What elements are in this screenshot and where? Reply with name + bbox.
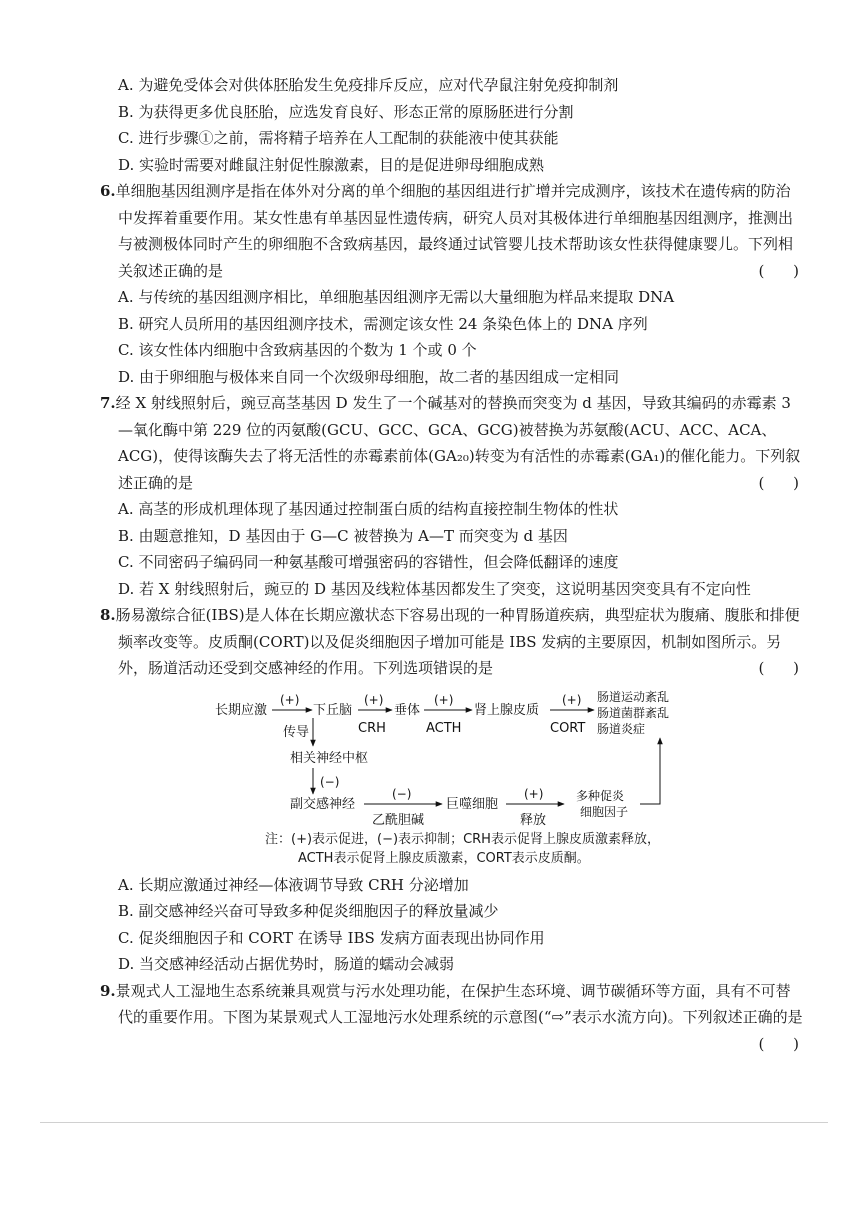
label-cort: CORT: [550, 720, 586, 736]
q6-option-d: D. 由于卵细胞与极体来自同一个次级卵母细胞，故二者的基因组成一定相同: [118, 367, 620, 386]
q8-stem-text: 肠易激综合征(IBS)是人体在长期应激状态下容易出现的一种胃肠道疾病，典型症状为腹痛、腹胀和排便频率改变等。皮质酮(CORT)以及促炎细胞因子增加可能是 IBS 发病的主要原因，机制如图所示。另外，肠道活动还受到交感神经的作用。下列选项错误的是: [115, 606, 800, 677]
label-minus-2: (−): [392, 786, 412, 801]
q9-stem-text: 景观式人工湿地生态系统兼具观赏与污水处理功能，在保护生态环境、调节碳循环等方面，具有不可替代的重要作用。下图为某景观式人工湿地污水处理系统的示意图(“⇨”表示水流方向)。下列叙述正确的是: [115, 981, 803, 1026]
node-macrophage: 巨噬细胞: [446, 796, 499, 812]
q8-option-a: A. 长期应激通过神经—体液调节导致 CRH 分泌增加: [118, 875, 469, 894]
q8-option-c: C. 促炎细胞因子和 CORT 在诱导 IBS 发病方面表现出协同作用: [118, 928, 545, 947]
q6-option-c: C. 该女性体内细胞中含致病基因的个数为 1 个或 0 个: [118, 341, 477, 359]
node-long-stress: 长期应激: [215, 702, 268, 718]
label-minus-1: (−): [320, 774, 340, 789]
diagram-note-line1: 注：(+)表示促进，(−)表示抑制；CRH表示促肾上腺皮质激素释放，: [265, 831, 660, 847]
label-plus-5: (+): [524, 786, 544, 801]
q6-stem-text: 单细胞基因组测序是指在体外对分离的单个细胞的基因组进行扩增并完成测序，该技术在遗传病的防治中发挥着重要作用。某女性患有单基因显性遗传病，研究人员对其极体进行单细胞基因组测序，推测出与被测极体同时产生的卵细胞不含致病基因，最终通过试管婴儿技术帮助该女性获得健康婴儿。下列相关叙述正确的是: [115, 182, 794, 280]
node-hypothalamus: 下丘脑: [313, 702, 353, 718]
label-release: 释放: [520, 812, 547, 828]
node-nerve-center: 相关神经中枢: [290, 750, 369, 766]
page-content: [100, 72, 811, 1057]
node-symptom-motility: 肠道运动紊乱: [597, 689, 670, 704]
label-crh: CRH: [358, 720, 386, 736]
node-pituitary: 垂体: [394, 702, 421, 718]
q5-option-c: C. 进行步骤①之前，需将精子培养在人工配制的获能液中使其获能: [118, 129, 559, 147]
label-plus-4: (+): [562, 692, 582, 707]
q5-option-d: D. 实验时需要对雌鼠注射促性腺激素，目的是促进卵母细胞成熟: [118, 155, 545, 174]
q7-answer-bracket: ( ): [758, 473, 811, 492]
page-bottom-rule: [40, 1122, 828, 1123]
q6-stem: [100, 178, 811, 284]
label-conduct: 传导: [283, 724, 310, 740]
node-parasympathetic: 副交感神经: [290, 796, 356, 812]
q5-option-b: B. 为获得更多优良胚胎，应选发育良好、形态正常的原肠胚进行分割: [118, 102, 574, 121]
label-plus-3: (+): [434, 692, 454, 707]
q8-stem: [100, 602, 811, 682]
q8-option-b: B. 副交感神经兴奋可导致多种促炎细胞因子的释放量减少: [118, 902, 499, 920]
node-symptom-flora: 肠道菌群紊乱: [597, 705, 670, 720]
q7-option-a: A. 高茎的形成机理体现了基因通过控制蛋白质的结构直接控制生物体的性状: [118, 500, 619, 518]
q8-option-d: D. 当交感神经活动占据优势时，肠道的蠕动会减弱: [118, 955, 455, 973]
arrow-cytokine-symptoms: [640, 738, 660, 804]
q8-number: 8.: [100, 606, 116, 624]
q9-number: 9.: [100, 981, 116, 1000]
q7-number: 7.: [100, 394, 116, 412]
q7-option-d: D. 若 X 射线照射后，豌豆的 D 基因及线粒体基因都发生了突变，这说明基因突变具有不定向性: [118, 579, 751, 598]
q7-stem: [100, 390, 811, 496]
node-cytokine-line1: 多种促炎: [576, 788, 625, 803]
ibs-mechanism-diagram: [100, 688, 805, 828]
q6-number: 6.: [100, 182, 116, 200]
q6-option-b: B. 研究人员所用的基因组测序技术，需测定该女性 24 条染色体上的 DNA 序列: [118, 314, 648, 333]
diagram-svg: [100, 688, 805, 828]
q7-option-b: B. 由题意推知，D 基因由于 G—C 被替换为 A—T 而突变为 d 基因: [118, 526, 568, 545]
node-adrenal-cortex: 肾上腺皮质: [474, 702, 540, 718]
q7-stem-text: 经 X 射线照射后，豌豆高茎基因 D 发生了一个碱基对的替换而突变为 d 基因，导致其编码的赤霉素 3—氧化酶中第 229 位的丙氨酸(GCU、GCC、GCA、GCG)被替换为苏氨酸(ACU、ACC、ACA、ACG)，使得该酶失去了将无活性的赤霉素前体(GA₂₀)转变为有活性的赤霉素(GA₁)的催化能力。下列叙述正确的是: [115, 394, 801, 492]
node-symptom-inflammation: 肠道炎症: [597, 721, 646, 736]
label-acth: ACTH: [426, 720, 462, 736]
label-plus-1: (+): [280, 692, 300, 707]
diagram-note-line2: ACTH表示促肾上腺皮质激素，CORT表示皮质酮。: [298, 850, 590, 866]
q8-answer-bracket: ( ): [758, 659, 811, 677]
q9-stem: [100, 978, 811, 1053]
q5-option-a: A. 为避免受体会对供体胚胎发生免疫排斥反应，应对代孕鼠注射免疫抑制剂: [118, 76, 619, 94]
q7-option-c: C. 不同密码子编码同一种氨基酸可增强密码的容错性，但会降低翻译的速度: [118, 553, 619, 571]
node-cytokine-line2: 细胞因子: [580, 804, 629, 819]
label-plus-2: (+): [364, 692, 384, 707]
q6-answer-bracket: ( ): [758, 261, 811, 280]
q6-option-a: A. 与传统的基因组测序相比，单细胞基因组测序无需以大量细胞为样品来提取 DNA: [118, 288, 675, 306]
q9-answer-bracket: ( ): [758, 1034, 811, 1053]
label-ach: 乙酰胆碱: [372, 812, 425, 828]
diagram-note: [100, 830, 805, 868]
